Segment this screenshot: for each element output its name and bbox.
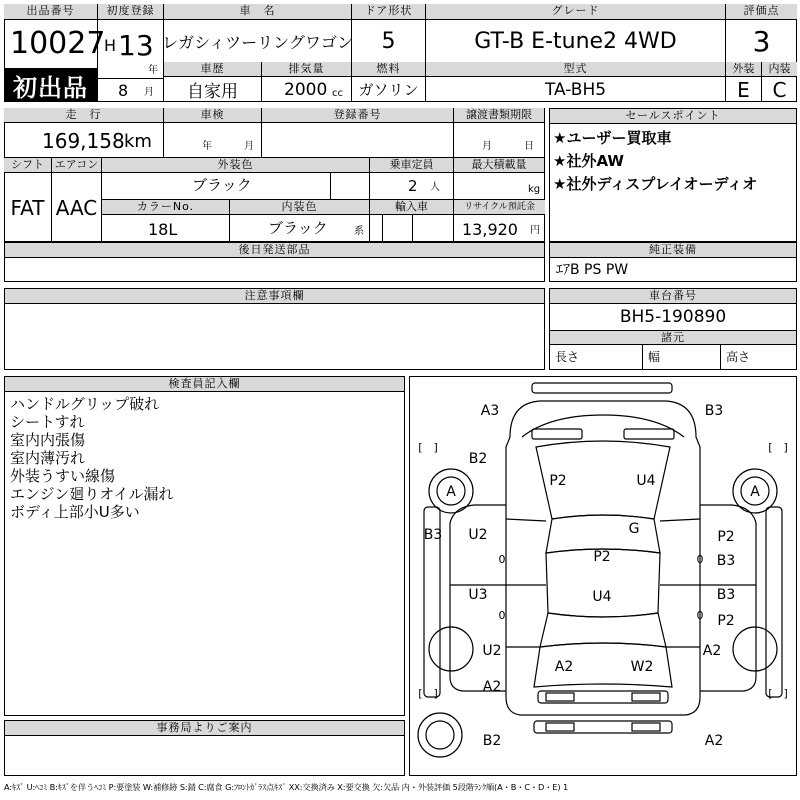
first-registration-label: 初度登録 bbox=[98, 4, 163, 20]
recycle-label: リサイクル預託金 bbox=[454, 200, 545, 215]
notes-box bbox=[4, 288, 545, 370]
fuel-cell bbox=[352, 62, 426, 102]
selling-point-item: ★ユーザー買取車 bbox=[553, 129, 672, 147]
capacity: 2 bbox=[408, 177, 418, 195]
fuel: ガソリン bbox=[358, 81, 419, 99]
inspection-cell bbox=[164, 108, 262, 158]
mileage-cell bbox=[4, 108, 164, 158]
import-cell bbox=[370, 200, 454, 242]
mark-b3-rfd: B3 bbox=[716, 553, 736, 569]
int-color-suffix: 系 bbox=[354, 226, 364, 237]
mark-u4-hood: U4 bbox=[636, 473, 656, 489]
office-label: 事務局よりご案内 bbox=[5, 721, 404, 736]
selling-points-box bbox=[549, 108, 797, 242]
history-cell bbox=[164, 62, 262, 102]
car-name-label: 車 名 bbox=[164, 4, 351, 20]
capacity-label: 乗車定員 bbox=[370, 158, 453, 173]
mark-b3-top: B3 bbox=[704, 403, 724, 419]
capacity-unit: 人 bbox=[430, 182, 440, 193]
mileage-unit: km bbox=[124, 131, 152, 152]
mark-b3-left: B3 bbox=[423, 527, 443, 543]
inspection-month-unit: 月 bbox=[244, 141, 254, 152]
mark-b2-lf: B2 bbox=[468, 451, 488, 467]
bracket-bottom-right: [ ] bbox=[768, 687, 788, 700]
displacement-label: 排気量 bbox=[262, 62, 351, 77]
model-code-cell bbox=[426, 62, 726, 102]
reg-number-cell bbox=[262, 108, 454, 158]
max-load-unit: kg bbox=[528, 184, 541, 195]
mark-wheel-a-left: A bbox=[446, 484, 456, 500]
import-label: 輸入車 bbox=[370, 200, 453, 215]
lot-number-cell bbox=[4, 4, 106, 102]
ext-grade: E bbox=[737, 77, 750, 102]
inspector-note: エンジン廻りオイル漏れ bbox=[10, 485, 174, 503]
inspector-box bbox=[4, 376, 405, 716]
car-diagram bbox=[410, 377, 796, 775]
transfer-label: 譲渡書類期限 bbox=[454, 108, 544, 123]
model-code-label: 型式 bbox=[426, 62, 725, 77]
score: 3 bbox=[752, 24, 771, 58]
selling-point-item: ★社外AW bbox=[553, 152, 624, 170]
mark-u2-lq: U2 bbox=[482, 643, 502, 659]
ext-grade-cell bbox=[726, 62, 762, 102]
int-grade-cell bbox=[762, 62, 797, 102]
mileage-label: 走 行 bbox=[4, 108, 163, 123]
inspector-label: 検査員記入欄 bbox=[5, 377, 404, 392]
length-label: 長さ bbox=[555, 350, 580, 364]
office-box bbox=[4, 720, 405, 776]
history-label: 車歴 bbox=[164, 62, 261, 77]
transfer-day-unit: 日 bbox=[524, 141, 534, 152]
chassis-label: 車台番号 bbox=[550, 289, 796, 304]
mark-wheel-a-right: A bbox=[750, 484, 760, 500]
max-load-label: 最大積載量 bbox=[454, 158, 544, 173]
dimensions-label: 諸元 bbox=[550, 330, 796, 345]
mileage: 169,158 bbox=[42, 129, 125, 153]
era: H bbox=[104, 36, 117, 55]
score-label: 評価点 bbox=[726, 4, 797, 20]
bracket-bottom-left: [ ] bbox=[418, 687, 438, 700]
inspector-note: ボディ上部小U多い bbox=[10, 503, 140, 521]
inspection-label: 車検 bbox=[164, 108, 261, 123]
mark-u3-lrd: U3 bbox=[468, 587, 488, 603]
bracket-right: [ ] bbox=[768, 441, 788, 454]
max-load-cell bbox=[454, 158, 545, 200]
reg-year: 13 bbox=[118, 29, 154, 62]
displacement-unit: cc bbox=[332, 88, 343, 99]
inspector-note: 室内薄汚れ bbox=[10, 449, 86, 467]
bracket-left: [ ] bbox=[418, 441, 438, 454]
later-parts-label: 後日発送部品 bbox=[5, 243, 544, 258]
ac: AAC bbox=[55, 195, 98, 220]
doors: 5 bbox=[381, 28, 396, 54]
mark-a2-bottom: A2 bbox=[704, 733, 724, 749]
int-color-cell bbox=[230, 200, 370, 242]
inspector-note: 外装うすい線傷 bbox=[10, 467, 116, 485]
recycle-fee: 13,920 bbox=[462, 220, 518, 239]
first-listing-badge-text: 初出品 bbox=[13, 73, 88, 102]
grade-cell bbox=[426, 4, 726, 62]
int-color-label: 内装色 bbox=[230, 200, 369, 215]
shift-label: シフト bbox=[4, 158, 51, 173]
ac-cell bbox=[52, 158, 102, 242]
mark-b2-bottom: B2 bbox=[482, 733, 502, 749]
color-no-cell bbox=[102, 200, 230, 242]
mark-a2-rq: A2 bbox=[702, 643, 722, 659]
car-diagram-box bbox=[409, 376, 797, 776]
chassis-box bbox=[549, 288, 797, 370]
grade-label: グレード bbox=[426, 4, 725, 20]
first-listing-badge bbox=[4, 68, 97, 102]
displacement-cell bbox=[262, 62, 352, 102]
mark-a2-lr: A2 bbox=[482, 679, 502, 695]
reg-number-label: 登録番号 bbox=[262, 108, 453, 123]
recycle-cell bbox=[454, 200, 545, 242]
mark-zero: 0 bbox=[498, 609, 506, 622]
int-grade: C bbox=[772, 77, 787, 102]
shift: FAT bbox=[10, 195, 45, 220]
displacement: 2000 bbox=[284, 80, 328, 100]
mark-p2-roof: P2 bbox=[593, 549, 611, 565]
year-unit: 年 bbox=[148, 65, 158, 76]
history: 自家用 bbox=[187, 82, 238, 102]
mark-p2-hood: P2 bbox=[549, 473, 567, 489]
lot-number-label: 出品番号 bbox=[4, 4, 97, 20]
equipment-label: 純正装備 bbox=[550, 243, 796, 258]
score-cell bbox=[726, 4, 797, 62]
inspector-note: シートすれ bbox=[10, 413, 85, 431]
legend: A:ｷｽﾞ U:ﾍｺﾐ B:ｷｽﾞを伴うﾍｺﾐ P:要塗装 W:補修跡 S:錆 C:腐食 G:ﾌﾛﾝﾄｶﾞﾗｽ点ｷｽﾞ XX:交換済み X:要交換 欠:欠品 内・外装評価 5段階ﾗﾝｸ順(A・B・C・D・E) 1 bbox=[4, 782, 569, 792]
fuel-label: 燃料 bbox=[352, 62, 425, 77]
equipment-box bbox=[549, 242, 797, 282]
month-unit: 月 bbox=[144, 87, 154, 98]
model-code: TA-BH5 bbox=[544, 79, 607, 100]
doors-label: ドア形状 bbox=[352, 4, 425, 20]
mark-g-glass: G bbox=[628, 521, 640, 537]
int-grade-label: 内装 bbox=[762, 62, 797, 77]
ext-color-label: 外装色 bbox=[102, 158, 369, 173]
car-name: レガシィツーリングワゴン bbox=[162, 32, 353, 52]
shift-cell bbox=[4, 158, 52, 242]
color-no-label: カラーNo. bbox=[102, 200, 229, 215]
height-label: 高さ bbox=[726, 350, 751, 364]
doors-cell bbox=[352, 4, 426, 62]
mark-a3: A3 bbox=[480, 403, 500, 419]
mark-p2-rrd: P2 bbox=[717, 613, 735, 629]
reg-month: 8 bbox=[118, 81, 129, 100]
selling-point-item: ★社外ディスプレイオーディオ bbox=[553, 175, 758, 193]
mark-zero: 0 bbox=[498, 553, 506, 566]
recycle-unit: 円 bbox=[530, 225, 540, 236]
inspector-note: ハンドルグリップ破れ bbox=[10, 395, 160, 413]
width-label: 幅 bbox=[648, 350, 661, 364]
mark-a2-tl: A2 bbox=[554, 659, 574, 675]
transfer-cell bbox=[454, 108, 545, 158]
first-registration-cell bbox=[98, 4, 164, 102]
inspection-year-unit: 年 bbox=[202, 141, 212, 152]
mark-w2-tr: W2 bbox=[630, 659, 654, 675]
later-parts-box bbox=[4, 242, 545, 282]
mark-zero: 0 bbox=[696, 609, 704, 622]
ext-color-cell bbox=[102, 158, 370, 200]
car-name-cell bbox=[164, 4, 352, 62]
mark-b3-rrd: B3 bbox=[716, 587, 736, 603]
ext-color: ブラック bbox=[192, 176, 252, 194]
mark-u4-roof: U4 bbox=[592, 589, 612, 605]
equipment: ｴｱB PS PW bbox=[556, 262, 629, 278]
mark-zero: 0 bbox=[696, 553, 704, 566]
ext-grade-label: 外装 bbox=[726, 62, 761, 77]
color-no: 18L bbox=[148, 220, 178, 239]
ac-label: エアコン bbox=[52, 158, 101, 173]
lot-number: 10027 bbox=[10, 26, 106, 61]
inspector-note: 室内内張傷 bbox=[10, 431, 86, 449]
mark-u2-lfd: U2 bbox=[468, 527, 488, 543]
chassis-number: BH5-190890 bbox=[619, 307, 727, 327]
notes-label: 注意事項欄 bbox=[5, 289, 544, 304]
selling-points-label: セールスポイント bbox=[550, 109, 796, 124]
int-color: ブラック bbox=[268, 219, 328, 237]
grade: GT-B E-tune2 4WD bbox=[474, 28, 677, 54]
capacity-cell bbox=[370, 158, 454, 200]
transfer-month-unit: 月 bbox=[482, 141, 492, 152]
mark-p2-rfd: P2 bbox=[717, 529, 735, 545]
